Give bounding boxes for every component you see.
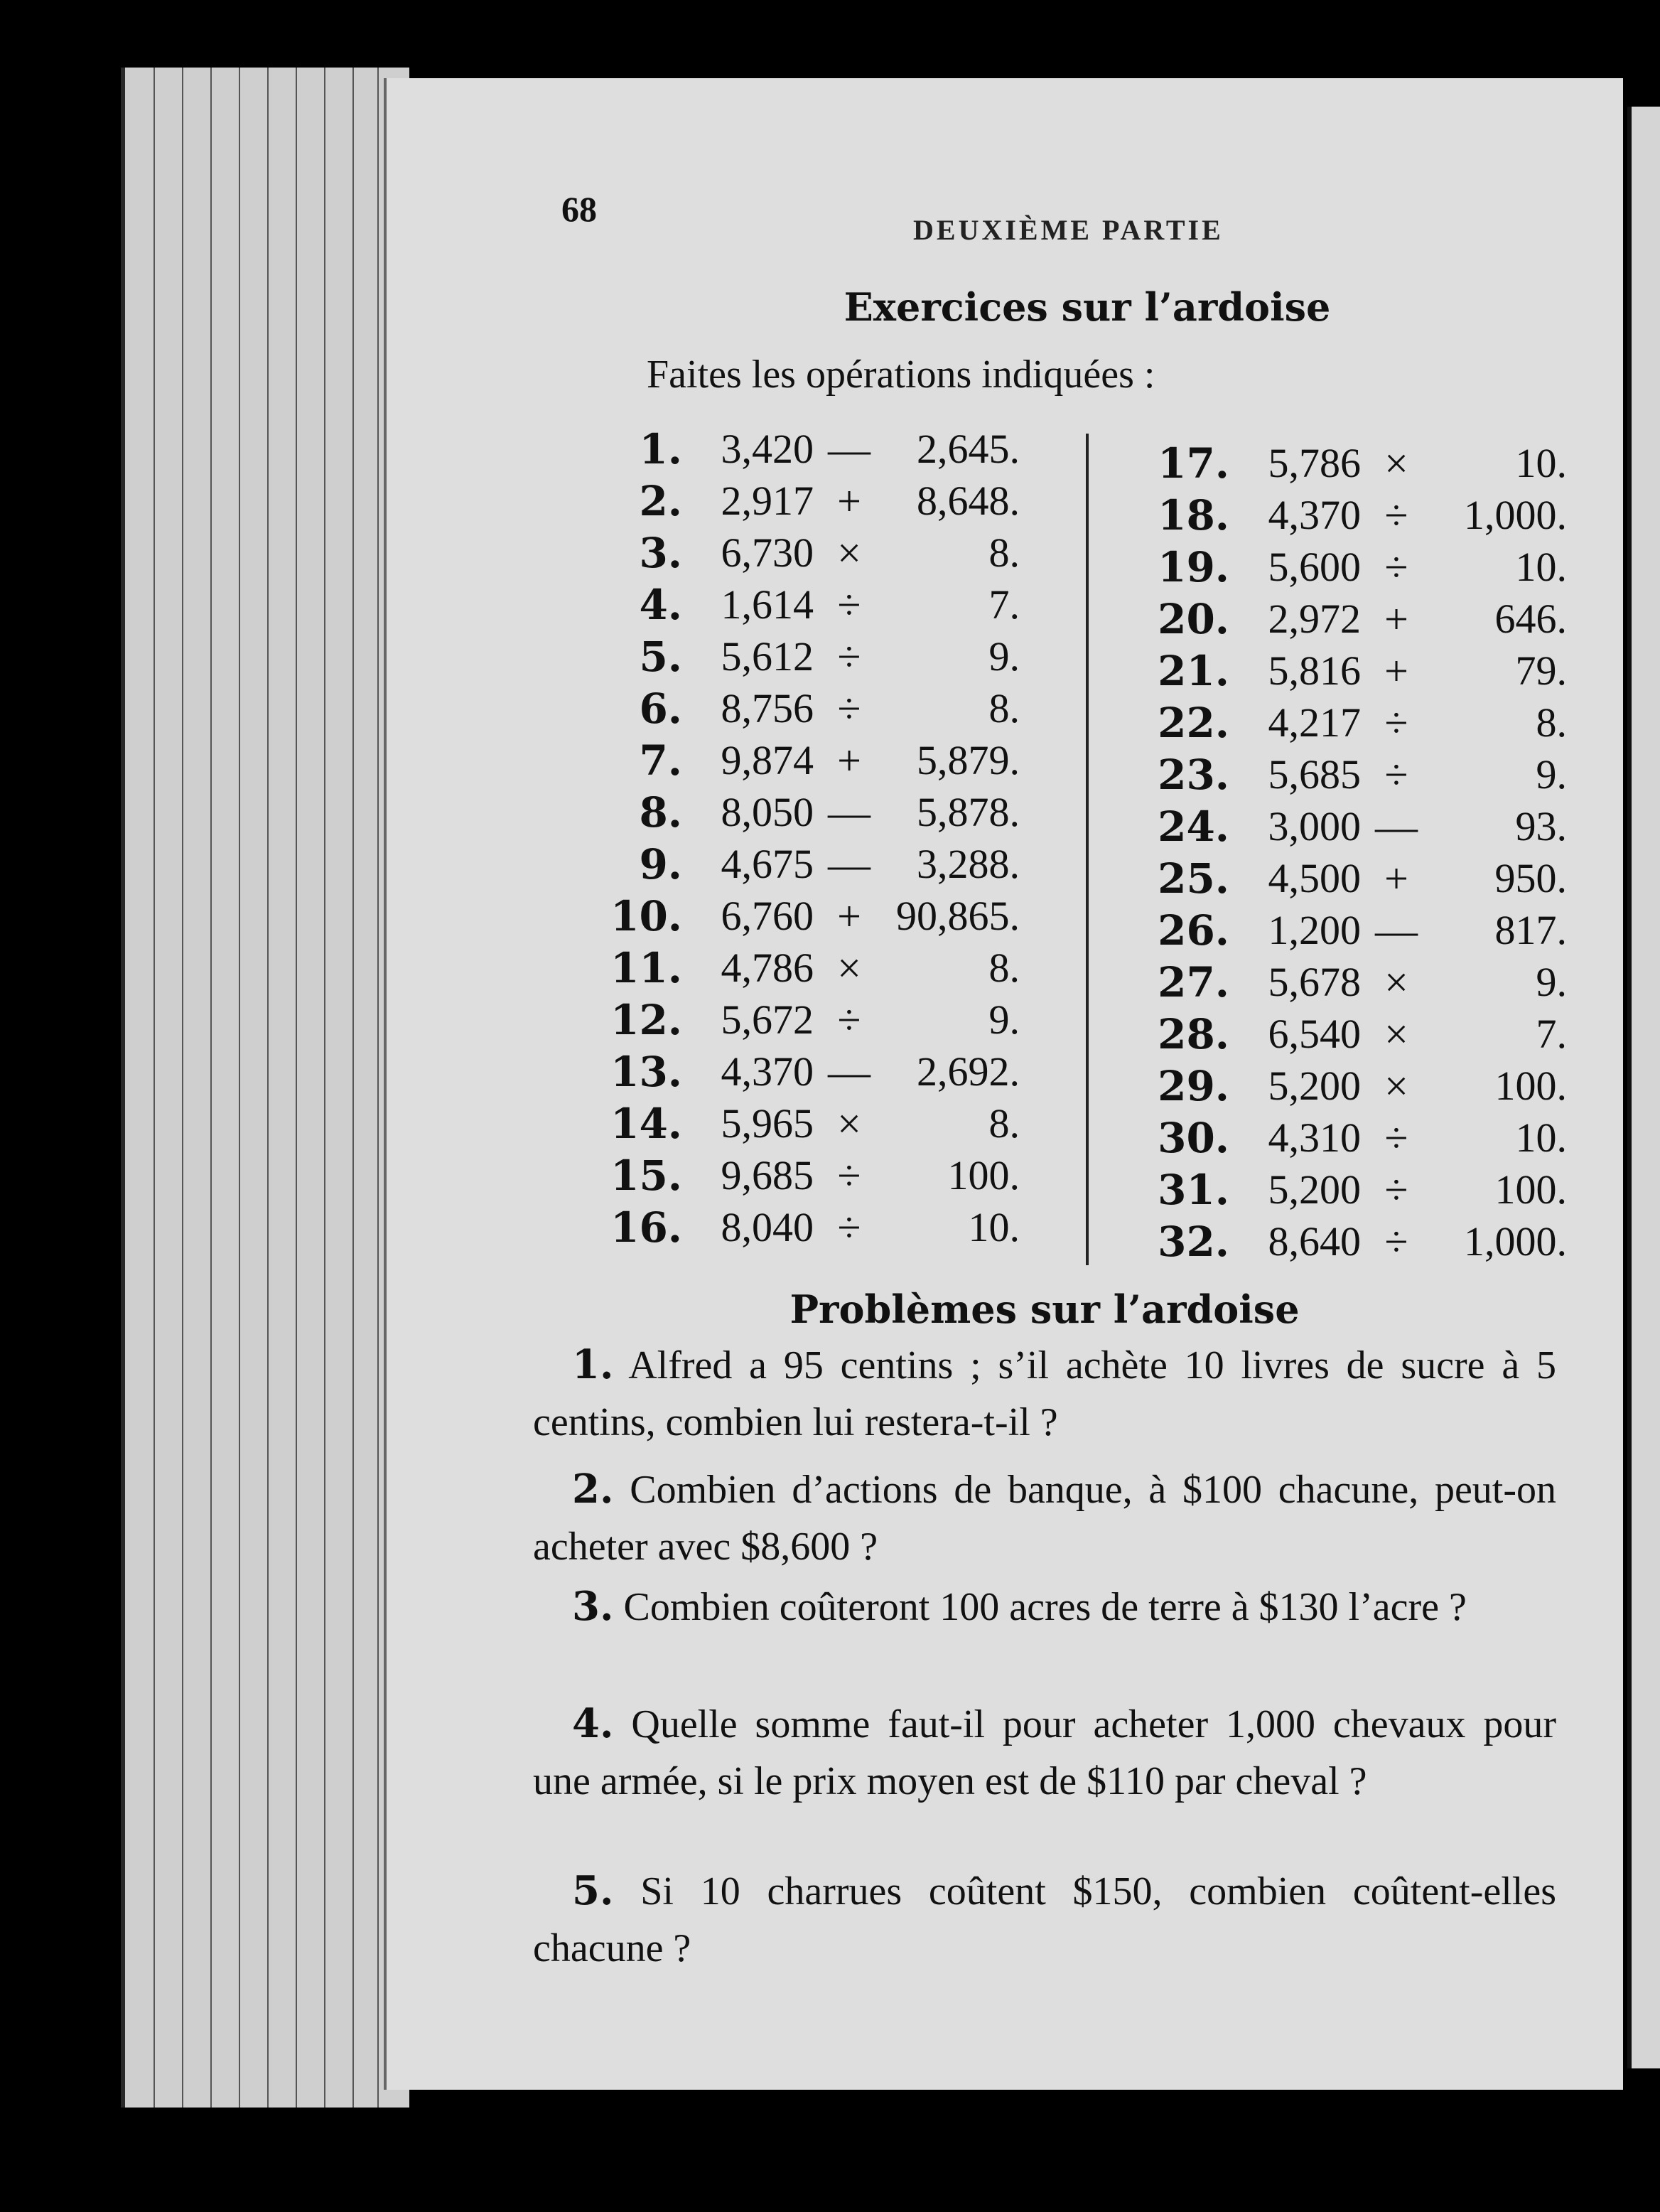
exercise-row [583,892,1023,943]
exercise-number: 31. [1158,1166,1229,1214]
operand-b: 100. [1494,1063,1567,1109]
operand-b: 817. [1494,907,1567,953]
operator: × [837,1100,861,1147]
page-edge-line [324,68,325,2108]
operand-a: 5,816 [1268,648,1361,694]
operand-b: 8. [988,685,1020,731]
problem-item [533,1578,1556,1636]
operand-a: 1,200 [1268,907,1361,953]
operand-a: 5,965 [721,1100,814,1147]
problem-item [533,1695,1556,1810]
operand-a: 8,640 [1268,1218,1361,1265]
exercise-row [1130,439,1570,490]
exercise-row [583,736,1023,788]
operand-a: 9,685 [721,1152,814,1198]
exercise-number: 30. [1158,1114,1229,1162]
problem-number: 2. [572,1466,614,1513]
operand-b: 8. [988,530,1020,576]
operand-a: 4,310 [1268,1115,1361,1161]
operator: ÷ [837,1204,861,1251]
operand-b: 950. [1494,855,1567,901]
operand-b: 9. [1536,959,1567,1005]
operator: — [828,1048,871,1095]
exercise-row [583,788,1023,839]
exercise-number: 3. [639,529,682,577]
problem-number: 1. [572,1341,614,1388]
stacked-page-edges [121,68,409,2108]
operand-a: 6,540 [1268,1011,1361,1057]
problem-text: Alfred a 95 centins ; s’il achète 10 livres de sucre à 5 centins, combien lui restera-t-il ? [533,1343,1556,1444]
page-number: 68 [561,189,597,229]
problem-text: Combien d’actions de banque, à $100 chacune, peut-on acheter avec $8,600 ? [533,1468,1557,1569]
problem-number: 4. [572,1700,614,1747]
operand-b: 8. [988,1100,1020,1147]
operator: ÷ [1384,699,1408,746]
exercise-row [1130,1218,1570,1269]
problem-item [533,1862,1556,1977]
operator: ÷ [837,997,861,1043]
page-edge-line [153,68,155,2108]
operand-a: 4,217 [1268,699,1361,746]
page-edge-line [377,68,379,2108]
operand-a: 1,614 [721,581,814,628]
operator: ÷ [1384,1166,1408,1213]
exercise-number: 15. [610,1151,682,1200]
problem-number: 5. [572,1867,614,1914]
operator: × [1384,959,1408,1006]
instruction-text: Faites les opérations indiquées : [647,353,1155,397]
exercise-row [1130,543,1570,594]
exercise-row [1130,1114,1570,1165]
exercise-number: 10. [610,892,682,940]
problems-title: Problèmes sur l’ardoise [789,1287,1300,1332]
operator: ÷ [1384,492,1408,539]
operator: ÷ [837,1152,861,1199]
exercise-row [1130,802,1570,854]
operand-a: 3,000 [1268,803,1361,849]
exercise-row [1130,854,1570,906]
operand-a: 6,760 [721,893,814,939]
exercise-row [1130,751,1570,802]
operand-b: 10. [1515,440,1567,486]
operand-a: 2,972 [1268,596,1361,642]
exercises-title: Exercices sur l’ardoise [844,284,1331,330]
operand-a: 4,500 [1268,855,1361,901]
exercise-number: 32. [1158,1218,1229,1266]
operator: + [1384,648,1408,694]
problem-number: 3. [572,1583,614,1630]
exercise-row [583,477,1023,528]
exercise-number: 28. [1158,1010,1229,1058]
operand-a: 2,917 [721,478,814,524]
operator: ÷ [837,581,861,628]
exercise-row [583,529,1023,580]
exercise-row [583,1203,1023,1255]
exercise-row [583,1151,1023,1203]
operator: — [1375,803,1418,850]
operator: + [837,893,861,940]
exercise-number: 24. [1158,802,1229,851]
operand-b: 93. [1515,803,1567,849]
operator: × [837,945,861,992]
operand-b: 5,878. [917,789,1020,835]
operator: — [828,789,871,836]
exercise-row [583,633,1023,684]
exercise-number: 18. [1158,491,1229,539]
operand-a: 5,672 [721,997,814,1043]
operand-a: 5,685 [1268,751,1361,798]
exercise-number: 12. [610,996,682,1044]
operator: — [828,841,871,888]
operand-b: 9. [988,633,1020,680]
operator: ÷ [1384,1218,1408,1265]
exercise-number: 23. [1158,751,1229,799]
page-edge-line [239,68,240,2108]
exercise-number: 19. [1158,543,1229,591]
operand-a: 3,420 [721,426,814,472]
exercise-number: 9. [639,840,682,888]
operator: × [1384,1011,1408,1058]
operator: ÷ [1384,544,1408,591]
operand-b: 8. [1536,699,1567,746]
exercise-row [1130,491,1570,542]
operand-a: 8,050 [721,789,814,835]
operand-b: 1,000. [1464,492,1567,538]
problem-text: Si 10 charrues coûtent $150, combien coûtent-elles chacune ? [533,1869,1556,1970]
exercise-number: 8. [639,788,682,837]
exercise-number: 1. [639,425,682,473]
operand-b: 646. [1494,596,1567,642]
page-edge-line [182,68,183,2108]
operand-a: 5,612 [721,633,814,680]
exercise-row [1130,958,1570,1009]
operator: + [1384,596,1408,643]
operand-b: 7. [988,581,1020,628]
operand-b: 10. [1515,1115,1567,1161]
column-divider [1086,434,1089,1265]
exercise-number: 17. [1158,439,1229,488]
exercise-number: 13. [610,1048,682,1096]
exercise-number: 22. [1158,699,1229,747]
problem-item [533,1461,1556,1575]
exercise-number: 16. [610,1203,682,1252]
operand-b: 2,692. [917,1048,1020,1095]
operator: + [837,478,861,525]
exercise-row [1130,906,1570,957]
exercise-row [583,840,1023,891]
operand-b: 1,000. [1464,1218,1567,1265]
page-edge-line [267,68,269,2108]
exercise-number: 29. [1158,1062,1229,1110]
exercise-row [583,996,1023,1047]
operand-b: 9. [1536,751,1567,798]
operand-a: 5,200 [1268,1166,1361,1213]
exercise-number: 4. [639,581,682,629]
operator: + [1384,855,1408,902]
exercise-row [1130,699,1570,750]
operand-b: 90,865. [896,893,1020,939]
exercise-number: 2. [639,477,682,525]
operator: ÷ [1384,751,1408,798]
operator: × [1384,1063,1408,1110]
exercise-row [1130,1010,1570,1061]
operand-b: 100. [947,1152,1020,1198]
exercise-number: 11. [610,944,682,992]
exercise-row [1130,1166,1570,1217]
operand-a: 4,370 [721,1048,814,1095]
operator: × [1384,440,1408,487]
exercise-row [583,1048,1023,1099]
operand-b: 3,288. [917,841,1020,887]
page-edge-line [210,68,212,2108]
problem-item [533,1336,1556,1451]
adjacent-page-strip [1627,107,1660,2068]
operand-b: 10. [968,1204,1020,1250]
exercise-number: 26. [1158,906,1229,955]
operand-a: 4,675 [721,841,814,887]
operand-b: 5,879. [917,737,1020,783]
operand-b: 100. [1494,1166,1567,1213]
operand-a: 5,786 [1268,440,1361,486]
operand-a: 8,040 [721,1204,814,1250]
exercise-row [583,581,1023,632]
exercise-row [583,1100,1023,1151]
exercise-row [583,684,1023,736]
operator: ÷ [837,633,861,680]
operand-b: 7. [1536,1011,1567,1057]
operand-a: 5,600 [1268,544,1361,590]
problem-text: Combien coûteront 100 acres de terre à $130 l’acre ? [623,1585,1467,1629]
operand-a: 4,786 [721,945,814,991]
exercise-row [1130,1062,1570,1113]
operand-a: 5,200 [1268,1063,1361,1109]
exercise-number: 6. [639,684,682,733]
operand-b: 8. [988,945,1020,991]
problem-text: Quelle somme faut-il pour acheter 1,000 chevaux pour une armée, si le prix moyen est de $110 par cheval ? [533,1702,1557,1803]
operator: — [1375,907,1418,954]
operand-b: 10. [1515,544,1567,590]
running-header: DEUXIÈME PARTIE [913,214,1224,246]
operand-a: 4,370 [1268,492,1361,538]
operand-b: 9. [988,997,1020,1043]
operand-a: 9,874 [721,737,814,783]
exercise-row [1130,595,1570,646]
operand-b: 79. [1515,648,1567,694]
operator: — [828,426,871,473]
operator: + [837,737,861,784]
exercise-number: 20. [1158,595,1229,643]
operator: ÷ [837,685,861,732]
operand-b: 8,648. [917,478,1020,524]
operator: ÷ [1384,1115,1408,1161]
exercise-number: 14. [610,1100,682,1148]
exercise-number: 5. [639,633,682,681]
exercise-number: 21. [1158,647,1229,695]
operand-a: 6,730 [721,530,814,576]
page-edge-line [352,68,354,2108]
operand-b: 2,645. [917,426,1020,472]
exercise-number: 25. [1158,854,1229,903]
exercise-row [583,944,1023,995]
operand-a: 5,678 [1268,959,1361,1005]
exercise-number: 27. [1158,958,1229,1006]
exercise-number: 7. [639,736,682,785]
operator: × [837,530,861,576]
exercise-row [1130,647,1570,698]
exercise-row [583,425,1023,476]
operand-a: 8,756 [721,685,814,731]
page-edge-line [296,68,297,2108]
